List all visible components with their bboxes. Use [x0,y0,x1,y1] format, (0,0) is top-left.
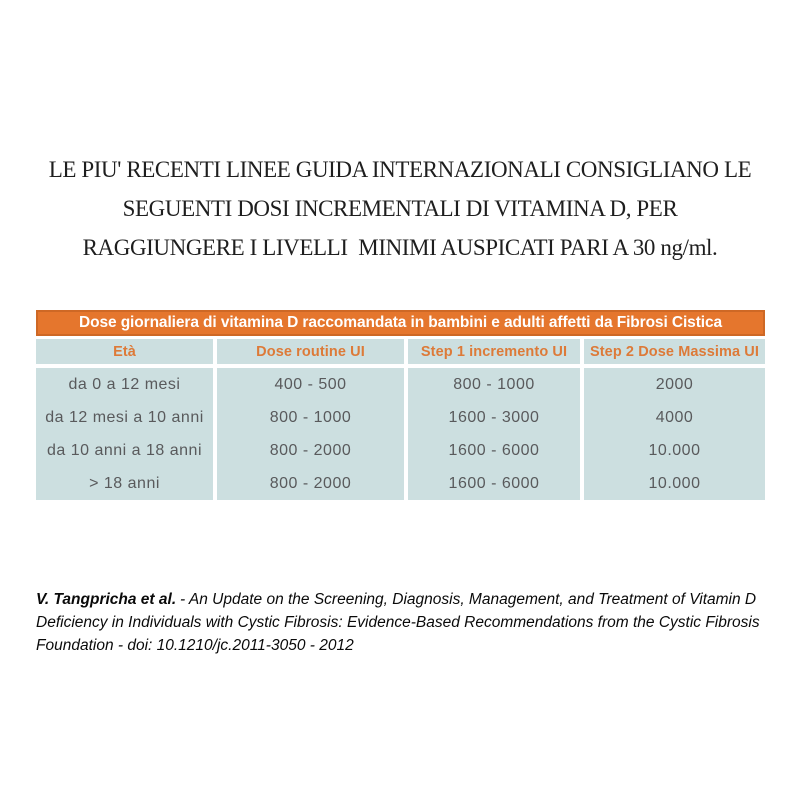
citation-author: V. Tangpricha et al. [36,591,177,608]
table-cell: 1600 - 6000 [408,467,580,500]
headline-line-3: RAGGIUNGERE I LIVELLI MINIMI AUSPICATI PARI A 30 ng/ml. [82,235,718,260]
table-cell: 800 - 1000 [408,368,580,401]
table-body [36,368,765,500]
headline-line-2: SEGUENTI DOSI INCREMENTALI DI VITAMINA D, PER [122,196,678,221]
table-cell: 2000 [584,368,765,401]
table-cell: 1600 - 6000 [408,434,580,467]
column-header-step1: Step 1 incremento UI [408,339,580,364]
table-cell: > 18 anni [36,467,213,500]
column-header-routine: Dose routine UI [217,339,404,364]
table-cell: da 0 a 12 mesi [36,368,213,401]
citation [36,588,774,657]
citation-text: - An Update on the Screening, Diagnosis, Management, and Treatment of Vitamin D Deficiency in Individuals with Cystic Fibrosis: Evidence-Based Recommendations from the Cystic Fibrosis Foundation - doi: 10.1210/jc.2011-3050 - 2012 [36,591,760,654]
vitamin-d-dose-table [36,310,765,500]
headline [0,0,800,267]
table-cell: 10.000 [584,434,765,467]
table-header-row [36,339,765,364]
table-cell: 800 - 2000 [217,467,404,500]
headline-line-1: LE PIU' RECENTI LINEE GUIDA INTERNAZIONALI CONSIGLIANO LE [48,157,752,182]
table-cell: 800 - 2000 [217,434,404,467]
table-cell: 400 - 500 [217,368,404,401]
column-header-step2: Step 2 Dose Massima UI [584,339,765,364]
table-cell: da 10 anni a 18 anni [36,434,213,467]
table-title-bar: Dose giornaliera di vitamina D raccomandata in bambini e adulti affetti da Fibrosi Cistica [36,310,765,336]
table-cell: 10.000 [584,467,765,500]
table-cell: 4000 [584,401,765,434]
table-cell: 800 - 1000 [217,401,404,434]
table-cell: da 12 mesi a 10 anni [36,401,213,434]
column-header-eta: Età [36,339,213,364]
table-cell: 1600 - 3000 [408,401,580,434]
